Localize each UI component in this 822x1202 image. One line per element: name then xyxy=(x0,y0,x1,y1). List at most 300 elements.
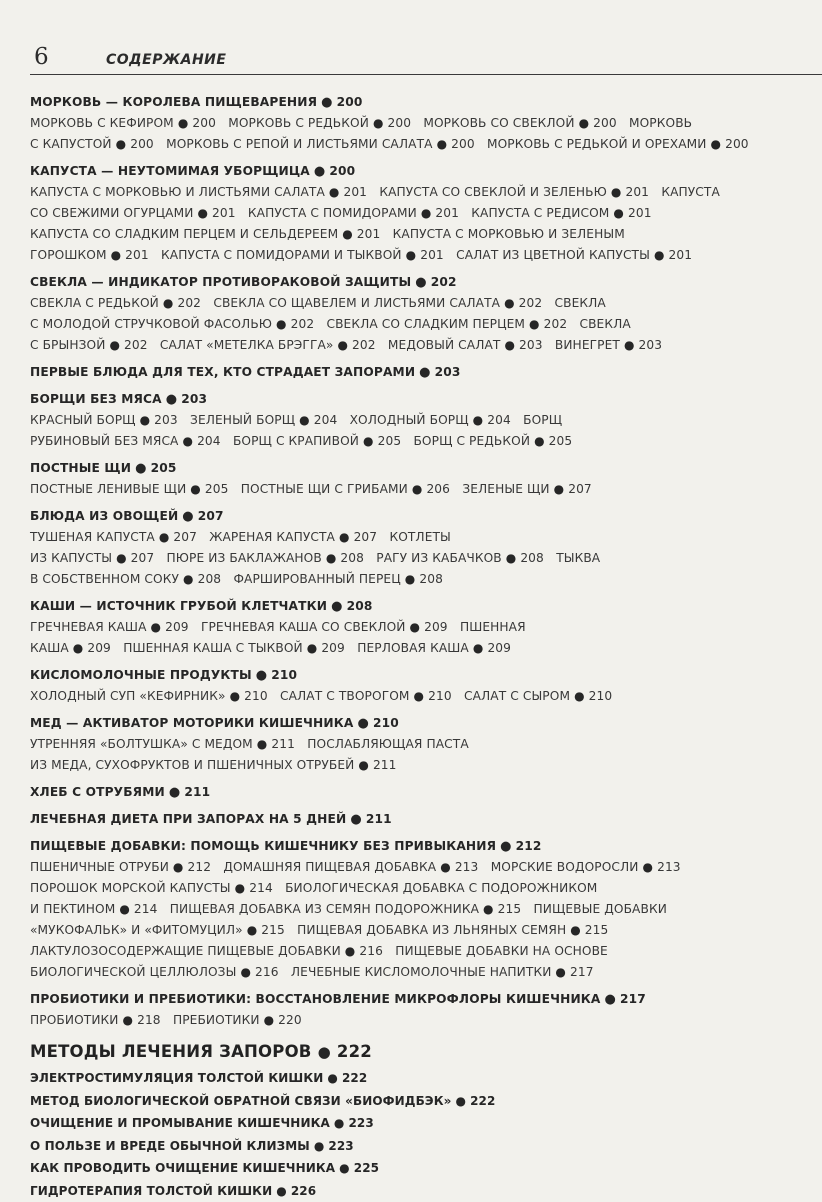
bullet-dot: ● xyxy=(414,686,425,707)
subitem-line xyxy=(30,410,810,431)
part-item-page: 223 xyxy=(328,1139,353,1153)
section-heading xyxy=(30,836,810,857)
subitem-title: ПИЩЕВЫЕ ДОБАВКИ НА ОСНОВЕ xyxy=(395,944,608,958)
bullet-dot: ● xyxy=(111,245,122,266)
bullet-dot: ● xyxy=(190,479,201,500)
subitem-title: УТРЕННЯЯ «БОЛТУШКА» С МЕДОМ xyxy=(30,737,253,751)
part-item xyxy=(30,1180,810,1202)
subitem-title: БОРЩ С РЕДЬКОЙ xyxy=(413,434,530,448)
bullet-dot: ● xyxy=(163,293,174,314)
subitem-page: 215 xyxy=(585,923,609,937)
bullet-dot: ● xyxy=(613,203,624,224)
subitem-title: ПИЩЕВЫЕ ДОБАВКИ xyxy=(533,902,666,916)
subitem-title: ГРЕЧНЕВАЯ КАША xyxy=(30,620,147,634)
bullet-dot: ● xyxy=(412,479,423,500)
subitem-title: БИОЛОГИЧЕСКАЯ ДОБАВКА С ПОДОРОЖНИКОМ xyxy=(285,881,597,895)
toc-entry xyxy=(30,596,810,659)
subitem-page: 201 xyxy=(625,185,649,199)
running-head: СОДЕРЖАНИЕ xyxy=(106,52,226,68)
subitem-page: 206 xyxy=(426,482,450,496)
bullet-dot: ● xyxy=(534,431,545,452)
bullet-dot: ● xyxy=(410,617,421,638)
section-title: БЛЮДА ИЗ ОВОЩЕЙ xyxy=(30,509,178,523)
subitem-title: ПЕРЛОВАЯ КАША xyxy=(357,641,469,655)
part-item-page: 226 xyxy=(291,1184,316,1198)
bullet-dot: ● xyxy=(321,93,333,113)
bullet-dot: ● xyxy=(504,293,515,314)
bullet-dot: ● xyxy=(178,113,189,134)
subitem-page: 203 xyxy=(154,413,178,427)
subitem-title: ПЮРЕ ИЗ БАКЛАЖАНОВ xyxy=(167,551,322,565)
bullet-dot: ● xyxy=(554,479,565,500)
subitem-line xyxy=(30,431,810,452)
bullet-dot: ● xyxy=(326,548,337,569)
bullet-dot: ● xyxy=(421,203,432,224)
part-item xyxy=(30,1135,810,1158)
subitem-line xyxy=(30,638,810,659)
bullet-dot: ● xyxy=(230,686,241,707)
subitem-title: КАПУСТА С МОРКОВЬЮ И ЛИСТЬЯМИ САЛАТА xyxy=(30,185,325,199)
section-title: ХЛЕБ С ОТРУБЯМИ xyxy=(30,785,165,799)
bullet-dot: ● xyxy=(140,410,151,431)
subitem-page: 200 xyxy=(130,137,154,151)
bullet-dot: ● xyxy=(473,410,484,431)
subitem-title: КАПУСТА С ПОМИДОРАМИ xyxy=(248,206,417,220)
section-title: ПЕРВЫЕ БЛЮДА ДЛЯ ТЕХ, КТО СТРАДАЕТ ЗАПОРАМИ xyxy=(30,365,415,379)
bullet-dot: ● xyxy=(624,335,635,356)
bullet-dot: ● xyxy=(350,810,362,830)
subitem-page: 211 xyxy=(373,758,397,772)
subitem-title: ЗЕЛЕНЫЙ БОРЩ xyxy=(190,413,295,427)
subitem-page: 204 xyxy=(314,413,338,427)
part-item-page: 225 xyxy=(354,1161,379,1175)
subitem-line xyxy=(30,878,810,899)
subitem-page: 216 xyxy=(359,944,383,958)
subitem-title: КАША xyxy=(30,641,69,655)
bullet-dot: ● xyxy=(116,548,127,569)
subitem-page: 201 xyxy=(669,248,693,262)
subitem-title: ПШЕНИЧНЫЕ ОТРУБИ xyxy=(30,860,169,874)
section-page: 212 xyxy=(516,839,542,853)
subitem-page: 220 xyxy=(278,1013,302,1027)
page-header xyxy=(30,38,822,78)
subitem-page: 205 xyxy=(549,434,573,448)
subitem-page: 211 xyxy=(271,737,295,751)
bullet-dot: ● xyxy=(327,1067,338,1090)
subitem-title: КРАСНЫЙ БОРЩ xyxy=(30,413,136,427)
bullet-dot: ● xyxy=(339,1157,350,1180)
toc-entry xyxy=(30,506,810,590)
bullet-dot: ● xyxy=(504,335,515,356)
subitem-title: ЛАКТУЛОЗОСОДЕРЖАЩИЕ ПИЩЕВЫЕ ДОБАВКИ xyxy=(30,944,341,958)
subitem-line xyxy=(30,134,810,155)
subitem-page: 207 xyxy=(568,482,592,496)
subitem-title: ТУШЕНАЯ КАПУСТА xyxy=(30,530,155,544)
bullet-dot: ● xyxy=(135,459,147,479)
subitem-title: КАПУСТА С МОРКОВЬЮ И ЗЕЛЕНЫМ xyxy=(393,227,625,241)
bullet-dot: ● xyxy=(711,134,722,155)
subitem-page: 203 xyxy=(639,338,663,352)
subitem-page: 204 xyxy=(197,434,221,448)
bullet-dot: ● xyxy=(109,335,120,356)
subitem-title: ХОЛОДНЫЙ БОРЩ xyxy=(350,413,469,427)
subitem-title: ПРЕБИОТИКИ xyxy=(173,1013,260,1027)
subitem-title: САЛАТ С ТВОРОГОМ xyxy=(280,689,410,703)
subitem-page: 205 xyxy=(378,434,402,448)
part-page: 222 xyxy=(337,1042,372,1061)
subitem-title: И ПЕКТИНОМ xyxy=(30,902,115,916)
bullet-dot: ● xyxy=(331,597,343,617)
part-item-title: ОЧИЩЕНИЕ И ПРОМЫВАНИЕ КИШЕЧНИКА xyxy=(30,1116,330,1130)
subitem-page: 202 xyxy=(519,296,543,310)
bullet-dot: ● xyxy=(654,245,665,266)
bullet-dot: ● xyxy=(314,162,326,182)
bullet-dot: ● xyxy=(358,755,369,776)
bullet-dot: ● xyxy=(183,431,194,452)
bullet-dot: ● xyxy=(240,962,251,983)
subitem-title: С КАПУСТОЙ xyxy=(30,137,112,151)
subitem-line xyxy=(30,962,810,983)
subitem-title: СВЕКЛА СО СЛАДКИМ ПЕРЦЕМ xyxy=(326,317,525,331)
bullet-dot: ● xyxy=(570,920,581,941)
subitem-title: МЕДОВЫЙ САЛАТ xyxy=(388,338,501,352)
section-heading xyxy=(30,596,810,617)
subitem-page: 208 xyxy=(520,551,544,565)
subitem-title: ПШЕННАЯ КАША С ТЫКВОЙ xyxy=(123,641,303,655)
subitem-page: 209 xyxy=(165,620,189,634)
bullet-dot: ● xyxy=(276,1180,287,1202)
toc-entry xyxy=(30,665,810,707)
subitem-page: 215 xyxy=(498,902,522,916)
section-page: 211 xyxy=(184,785,210,799)
section-heading xyxy=(30,713,810,734)
subitem-page: 202 xyxy=(352,338,376,352)
bullet-dot: ● xyxy=(197,203,208,224)
subitem-page: 201 xyxy=(357,227,381,241)
bullet-dot: ● xyxy=(182,507,194,527)
subitem-line xyxy=(30,527,810,548)
section-title: БОРЩИ БЕЗ МЯСА xyxy=(30,392,162,406)
subitem-title: ИЗ МЕДА, СУХОФРУКТОВ И ПШЕНИЧНЫХ ОТРУБЕЙ xyxy=(30,758,354,772)
table-of-contents xyxy=(30,92,810,1202)
bullet-dot: ● xyxy=(73,638,84,659)
subitem-title: С БРЫНЗОЙ xyxy=(30,338,105,352)
section-title: КАПУСТА — НЕУТОМИМАЯ УБОРЩИЦА xyxy=(30,164,310,178)
bullet-dot: ● xyxy=(235,878,246,899)
subitem-page: 201 xyxy=(628,206,652,220)
subitem-title: РУБИНОВЫЙ БЕЗ МЯСА xyxy=(30,434,179,448)
part-item-page: 222 xyxy=(470,1094,495,1108)
section-page: 203 xyxy=(435,365,461,379)
toc-entry xyxy=(30,362,810,383)
bullet-dot: ● xyxy=(500,837,512,857)
bullet-dot: ● xyxy=(299,410,310,431)
subitem-line xyxy=(30,245,810,266)
subitem-page: 212 xyxy=(188,860,212,874)
section-page: 200 xyxy=(329,164,355,178)
bullet-dot: ● xyxy=(574,686,585,707)
subitem-title: СВЕКЛА xyxy=(579,317,630,331)
bullet-dot: ● xyxy=(339,527,350,548)
subitem-page: 200 xyxy=(451,137,475,151)
subitem-page: 201 xyxy=(343,185,367,199)
section-heading xyxy=(30,506,810,527)
subitem-page: 209 xyxy=(424,620,448,634)
subitem-title: ПОСТНЫЕ ЛЕНИВЫЕ ЩИ xyxy=(30,482,186,496)
subitem-title: ПИЩЕВАЯ ДОБАВКА ИЗ СЕМЯН ПОДОРОЖНИКА xyxy=(170,902,479,916)
subitem-title: КОТЛЕТЫ xyxy=(389,530,450,544)
subitem-title: СО СВЕЖИМИ ОГУРЦАМИ xyxy=(30,206,193,220)
subitem-title: МОРКОВЬ С КЕФИРОМ xyxy=(30,116,174,130)
subitem-title: КАПУСТА СО СВЕКЛОЙ И ЗЕЛЕНЬЮ xyxy=(379,185,607,199)
section-title: ПРОБИОТИКИ И ПРЕБИОТИКИ: ВОССТАНОВЛЕНИЕ МИКРОФЛОРЫ КИШЕЧНИКА xyxy=(30,992,601,1006)
subitem-title: ГРЕЧНЕВАЯ КАША СО СВЕКЛОЙ xyxy=(201,620,406,634)
section-page: 210 xyxy=(373,716,399,730)
section-heading xyxy=(30,458,810,479)
subitem-title: ЛЕЧЕБНЫЕ КИСЛОМОЛОЧНЫЕ НАПИТКИ xyxy=(291,965,552,979)
section-heading xyxy=(30,389,810,410)
section-title: ЛЕЧЕБНАЯ ДИЕТА ПРИ ЗАПОРАХ НА 5 ДНЕЙ xyxy=(30,812,346,826)
subitem-title: ВИНЕГРЕТ xyxy=(555,338,620,352)
page-number: 6 xyxy=(34,44,49,70)
subitem-line xyxy=(30,1010,810,1031)
subitem-page: 203 xyxy=(519,338,543,352)
subitem-page: 216 xyxy=(255,965,279,979)
subitem-title: КАПУСТА СО СЛАДКИМ ПЕРЦЕМ И СЕЛЬДЕРЕЕМ xyxy=(30,227,338,241)
subitem-title: ПРОБИОТИКИ xyxy=(30,1013,119,1027)
subitem-page: 215 xyxy=(261,923,285,937)
bullet-dot: ● xyxy=(329,182,340,203)
bullet-dot: ● xyxy=(166,390,178,410)
subitem-line xyxy=(30,293,810,314)
bullet-dot: ● xyxy=(169,783,181,803)
part-item-page: 223 xyxy=(348,1116,373,1130)
subitem-page: 208 xyxy=(340,551,364,565)
subitem-title: ИЗ КАПУСТЫ xyxy=(30,551,112,565)
header-rule xyxy=(30,74,822,75)
bullet-dot: ● xyxy=(173,857,184,878)
subitem-page: 202 xyxy=(544,317,568,331)
bullet-dot: ● xyxy=(276,314,287,335)
bullet-dot: ● xyxy=(247,920,258,941)
section-heading xyxy=(30,989,810,1010)
subitem-title: ПОСТНЫЕ ЩИ С ГРИБАМИ xyxy=(241,482,408,496)
part-item xyxy=(30,1157,810,1180)
bullet-dot: ● xyxy=(345,941,356,962)
bullet-dot: ● xyxy=(611,182,622,203)
section-page: 207 xyxy=(198,509,224,523)
part-item-title: О ПОЛЬЗЕ И ВРЕДЕ ОБЫЧНОЙ КЛИЗМЫ xyxy=(30,1139,310,1153)
subitem-title: РАГУ ИЗ КАБАЧКОВ xyxy=(376,551,501,565)
subitem-title: ЗЕЛЕНЫЕ ЩИ xyxy=(462,482,549,496)
subitem-line xyxy=(30,920,810,941)
subitem-page: 201 xyxy=(125,248,149,262)
toc-entry xyxy=(30,272,810,356)
bullet-dot: ● xyxy=(264,1010,275,1031)
subitem-title: САЛАТ ИЗ ЦВЕТНОЙ КАПУСТЫ xyxy=(456,248,650,262)
subitem-line xyxy=(30,941,810,962)
subitem-title: ДОМАШНЯЯ ПИЩЕВАЯ ДОБАВКА xyxy=(223,860,436,874)
subitem-title: ПИЩЕВАЯ ДОБАВКА ИЗ ЛЬНЯНЫХ СЕМЯН xyxy=(297,923,566,937)
section-title: КАШИ — ИСТОЧНИК ГРУБОЙ КЛЕТЧАТКИ xyxy=(30,599,327,613)
subitem-page: 201 xyxy=(212,206,236,220)
section-heading xyxy=(30,161,810,182)
part-item-title: КАК ПРОВОДИТЬ ОЧИЩЕНИЕ КИШЕЧНИКА xyxy=(30,1161,335,1175)
part-heading xyxy=(30,1039,810,1065)
subitem-page: 201 xyxy=(435,206,459,220)
section-heading xyxy=(30,782,810,803)
subitem-title: ТЫКВА xyxy=(556,551,600,565)
subitem-title: МОРСКИЕ ВОДОРОСЛИ xyxy=(491,860,639,874)
subitem-line xyxy=(30,224,810,245)
subitem-page: 204 xyxy=(487,413,511,427)
subitem-title: ЖАРЕНАЯ КАПУСТА xyxy=(209,530,335,544)
bullet-dot: ● xyxy=(183,569,194,590)
subitem-title: ГОРОШКОМ xyxy=(30,248,107,262)
bullet-dot: ● xyxy=(257,734,268,755)
toc-entry xyxy=(30,989,810,1031)
subitem-title: СВЕКЛА СО ЩАВЕЛЕМ И ЛИСТЬЯМИ САЛАТА xyxy=(213,296,500,310)
bullet-dot: ● xyxy=(419,363,431,383)
subitem-title: СВЕКЛА С РЕДЬКОЙ xyxy=(30,296,159,310)
section-page: 200 xyxy=(337,95,363,109)
bullet-dot: ● xyxy=(334,1112,345,1135)
subitem-line xyxy=(30,182,810,203)
subitem-line xyxy=(30,479,810,500)
bullet-dot: ● xyxy=(405,569,416,590)
subitem-line xyxy=(30,113,810,134)
subitem-title: «МУКОФАЛЬК» И «ФИТОМУЦИЛ» xyxy=(30,923,243,937)
subitem-line xyxy=(30,734,810,755)
subitem-page: 200 xyxy=(192,116,216,130)
subitem-page: 207 xyxy=(354,530,378,544)
toc-entry xyxy=(30,92,810,155)
section-page: 205 xyxy=(151,461,177,475)
subitem-title: БИОЛОГИЧЕСКОЙ ЦЕЛЛЮЛОЗЫ xyxy=(30,965,236,979)
section-heading xyxy=(30,272,810,293)
subitem-page: 214 xyxy=(249,881,273,895)
subitem-title: В СОБСТВЕННОМ СОКУ xyxy=(30,572,179,586)
subitem-title: МОРКОВЬ С РЕПОЙ И ЛИСТЬЯМИ САЛАТА xyxy=(166,137,432,151)
subitem-title: БОРЩ С КРАПИВОЙ xyxy=(233,434,359,448)
subitem-page: 217 xyxy=(570,965,594,979)
section-heading xyxy=(30,809,810,830)
section-title: МОРКОВЬ — КОРОЛЕВА ПИЩЕВАРЕНИЯ xyxy=(30,95,317,109)
toc-entry xyxy=(30,458,810,500)
subitem-title: САЛАТ С СЫРОМ xyxy=(464,689,570,703)
section-page: 211 xyxy=(366,812,392,826)
section-title: КИСЛОМОЛОЧНЫЕ ПРОДУКТЫ xyxy=(30,668,252,682)
bullet-dot: ● xyxy=(506,548,517,569)
subitem-page: 208 xyxy=(198,572,222,586)
bullet-dot: ● xyxy=(307,638,318,659)
subitem-page: 210 xyxy=(428,689,452,703)
bullet-dot: ● xyxy=(455,1090,466,1113)
subitem-page: 213 xyxy=(455,860,479,874)
section-title: СВЕКЛА — ИНДИКАТОР ПРОТИВОРАКОВОЙ ЗАЩИТЫ xyxy=(30,275,411,289)
subitem-title: ПШЕННАЯ xyxy=(460,620,526,634)
part-item-page: 222 xyxy=(342,1071,367,1085)
section-title: ПОСТНЫЕ ЩИ xyxy=(30,461,131,475)
bullet-dot: ● xyxy=(643,857,654,878)
subitem-title: С МОЛОДОЙ СТРУЧКОВОЙ ФАСОЛЬЮ xyxy=(30,317,272,331)
section-title: МЕД — АКТИВАТОР МОТОРИКИ КИШЕЧНИКА xyxy=(30,716,353,730)
subitem-page: 200 xyxy=(388,116,412,130)
bullet-dot: ● xyxy=(473,638,484,659)
subitem-line xyxy=(30,335,810,356)
section-heading xyxy=(30,665,810,686)
part-item xyxy=(30,1112,810,1135)
bullet-dot: ● xyxy=(440,857,451,878)
bullet-dot: ● xyxy=(529,314,540,335)
subitem-title: ПОСЛАБЛЯЮЩАЯ ПАСТА xyxy=(307,737,469,751)
subitem-page: 200 xyxy=(593,116,617,130)
bullet-dot: ● xyxy=(119,899,130,920)
section-heading xyxy=(30,362,810,383)
toc-entry xyxy=(30,782,810,803)
subitem-line xyxy=(30,755,810,776)
subitem-title: СВЕКЛА xyxy=(555,296,606,310)
bullet-dot: ● xyxy=(579,113,590,134)
bullet-dot: ● xyxy=(437,134,448,155)
subitem-title: МОРКОВЬ С РЕДЬКОЙ xyxy=(228,116,369,130)
subitem-title: КАПУСТА xyxy=(661,185,720,199)
section-page: 208 xyxy=(347,599,373,613)
bullet-dot: ● xyxy=(357,714,369,734)
subitem-page: 207 xyxy=(131,551,155,565)
subitem-title: МОРКОВЬ С РЕДЬКОЙ И ОРЕХАМИ xyxy=(487,137,707,151)
subitem-page: 214 xyxy=(134,902,158,916)
subitem-page: 205 xyxy=(205,482,229,496)
section-page: 203 xyxy=(181,392,207,406)
bullet-dot: ● xyxy=(363,431,374,452)
bullet-dot: ● xyxy=(342,224,353,245)
subitem-page: 202 xyxy=(291,317,315,331)
toc-entry xyxy=(30,389,810,452)
subitem-title: МОРКОВЬ СО СВЕКЛОЙ xyxy=(423,116,574,130)
bullet-dot: ● xyxy=(406,245,417,266)
subitem-line xyxy=(30,857,810,878)
subitem-line xyxy=(30,203,810,224)
subitem-title: САЛАТ «МЕТЕЛКА БРЭГГА» xyxy=(160,338,334,352)
subitem-page: 213 xyxy=(657,860,681,874)
subitem-page: 210 xyxy=(589,689,613,703)
subitem-page: 201 xyxy=(420,248,444,262)
bullet-dot: ● xyxy=(318,1039,331,1065)
subitem-page: 202 xyxy=(177,296,201,310)
subitem-line xyxy=(30,617,810,638)
section-page: 210 xyxy=(271,668,297,682)
subitem-line xyxy=(30,899,810,920)
subitem-page: 200 xyxy=(725,137,749,151)
bullet-dot: ● xyxy=(123,1010,134,1031)
section-heading xyxy=(30,92,810,113)
bullet-dot: ● xyxy=(415,273,427,293)
part-item xyxy=(30,1090,810,1113)
section-page: 202 xyxy=(431,275,457,289)
subitem-page: 218 xyxy=(137,1013,161,1027)
bullet-dot: ● xyxy=(256,666,268,686)
section-title: ПИЩЕВЫЕ ДОБАВКИ: ПОМОЩЬ КИШЕЧНИКУ БЕЗ ПРИВЫКАНИЯ xyxy=(30,839,496,853)
bullet-dot: ● xyxy=(151,617,162,638)
bullet-dot: ● xyxy=(116,134,127,155)
toc-entry xyxy=(30,161,810,266)
toc-entry xyxy=(30,713,810,776)
part-item-title: ЭЛЕКТРОСТИМУЛЯЦИЯ ТОЛСТОЙ КИШКИ xyxy=(30,1071,323,1085)
subitem-page: 207 xyxy=(173,530,197,544)
part-item xyxy=(30,1067,810,1090)
toc-entry xyxy=(30,809,810,830)
